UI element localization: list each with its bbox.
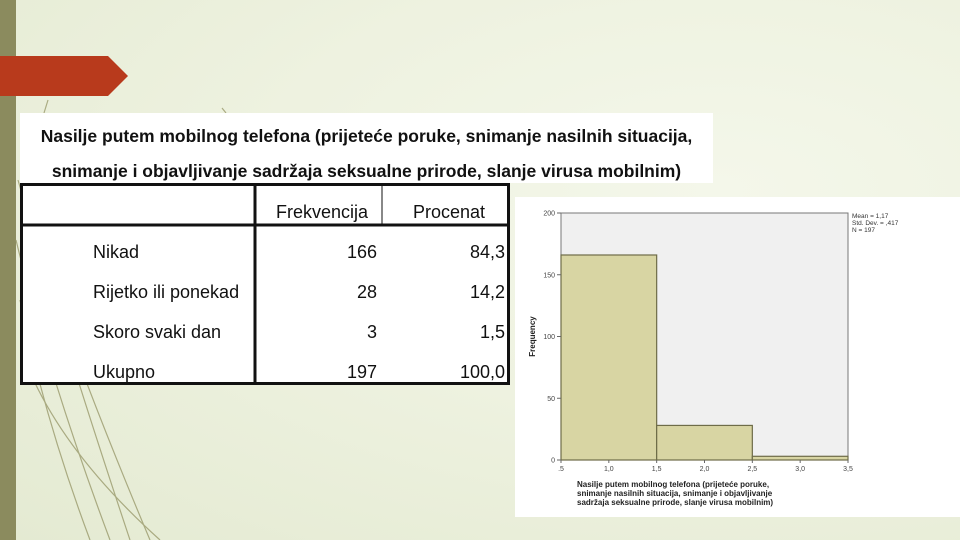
y-tick-label: 0 <box>551 457 555 465</box>
x-tick-label: 1,5 <box>651 466 662 473</box>
row-label: Rijetko ili ponekad <box>93 282 240 302</box>
row-frequency: 197 <box>346 362 377 382</box>
row-frequency: 166 <box>346 242 377 262</box>
histogram-bar <box>561 255 657 460</box>
row-percent: 14,2 <box>469 282 505 302</box>
histogram-chart <box>515 197 960 517</box>
x-tick-label: .5 <box>558 466 564 473</box>
row-frequency: 28 <box>356 282 377 302</box>
x-tick-label: 2,5 <box>747 466 758 473</box>
y-tick-label: 50 <box>547 395 555 403</box>
row-label: Nikad <box>93 242 140 262</box>
table-title-line-1: Nasilje putem mobilnog telefona (prijeteće poruke, snimanje nasilnih situacija, <box>40 126 693 146</box>
table-title-line-2: snimanje i objavljivanje sadržaja seksualne prirode, slanje virusa mobilnim) <box>51 161 682 181</box>
x-tick-label: 1,0 <box>603 466 614 473</box>
histogram-panel <box>515 197 960 517</box>
red-arrow-tab <box>0 56 128 96</box>
x-tick-label: 2,0 <box>699 466 710 473</box>
table-title-box <box>20 113 713 183</box>
y-tick-label: 150 <box>543 272 555 280</box>
row-percent: 1,5 <box>479 322 505 342</box>
stats-label: Std. Dev. = ,417 <box>852 220 899 227</box>
row-frequency: 3 <box>366 322 377 342</box>
x-tick-label: 3,0 <box>795 466 806 473</box>
row-percent: 84,3 <box>469 242 505 262</box>
header-frekvencija: Frekvencija <box>276 202 369 222</box>
x-axis-label: Nasilje putem mobilnog telefona (prijeteće poruke, <box>577 480 770 489</box>
frequency-table <box>20 183 510 385</box>
y-tick-label: 200 <box>543 210 555 218</box>
histogram-bar <box>752 456 848 460</box>
header-procenat: Procenat <box>413 202 486 222</box>
stats-label: Mean = 1,17 <box>852 213 889 220</box>
x-axis-label: snimanje nasilnih situacija, snimanje i objavljivanje <box>577 489 773 498</box>
y-axis-label: Frequency <box>528 316 537 357</box>
y-tick-label: 100 <box>543 334 555 341</box>
histogram-bar <box>657 425 753 460</box>
row-label: Skoro svaki dan <box>93 322 222 342</box>
x-axis-label: sadržaja seksualne prirode, slanje virusa mobilnim) <box>577 498 774 507</box>
row-label: Ukupno <box>93 362 156 382</box>
x-tick-label: 3,5 <box>843 466 853 473</box>
row-percent: 100,0 <box>459 362 505 382</box>
stats-label: N = 197 <box>852 227 875 234</box>
